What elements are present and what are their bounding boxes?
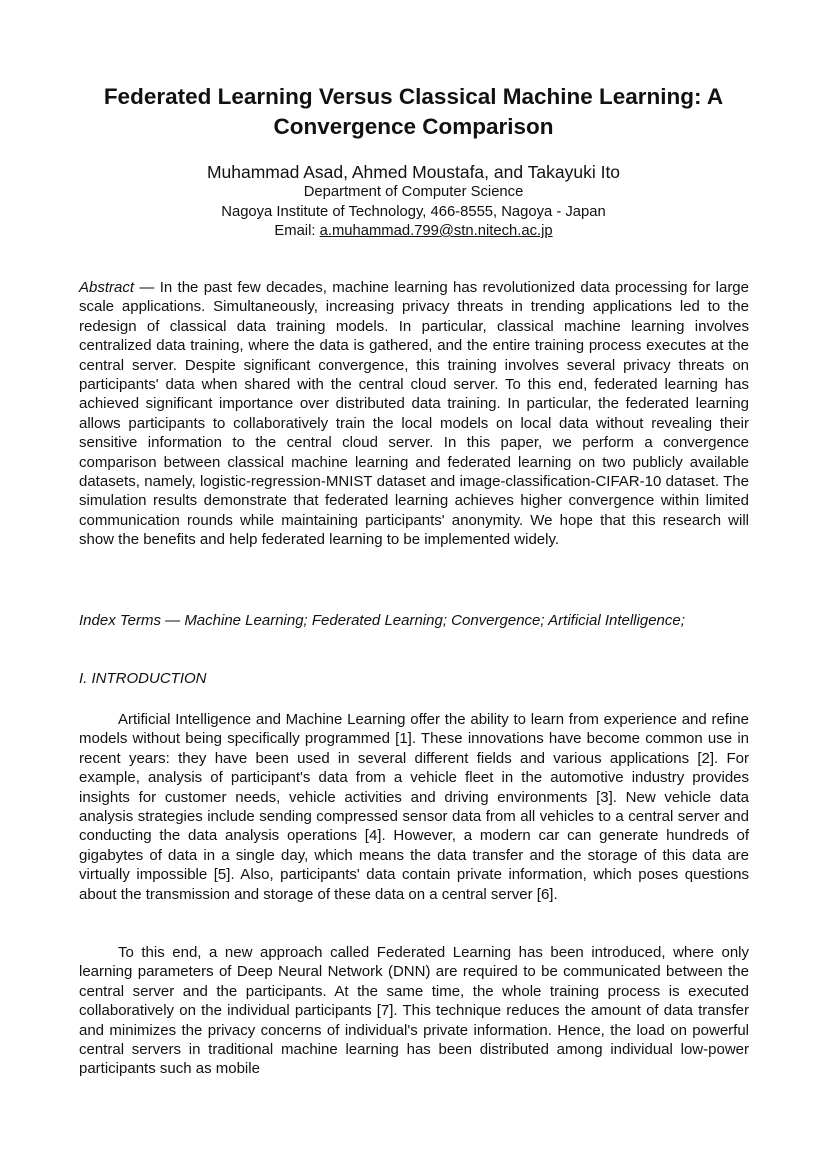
- email-link[interactable]: a.muhammad.799@stn.nitech.ac.jp: [319, 223, 553, 239]
- index-terms: Index Terms — Machine Learning; Federated Learning; Convergence; Artificial Intelligence;: [79, 612, 685, 629]
- intro-paragraph-2: To this end, a new approach called Federated Learning has been introduced, where only learning parameters of Deep Neural Network (DNN) are required to be communicated between the central server and the participants. At the same time, the whole training process is executed collaboratively on the individual participants [7]. This technique reduces the amount of data transfer and minimizes the privacy concerns of individual's private information. Hence, the load on powerful central servers in traditional machine learning has been distributed among individual low-power participants such as mobile: [79, 944, 749, 1078]
- email-label: Email:: [274, 223, 320, 239]
- intro-paragraph-1: Artificial Intelligence and Machine Learning offer the ability to learn from experience and refine models without being specifically programmed [1]. These innovations have become common use in recent years: they have been used in several different fields and various applications [2]. For example, analysis of participant's data from a vehicle fleet in the automotive industry provides insights for customer needs, vehicle activities and driving environments [3]. New vehicle data analysis strategies include sending compressed sensor data from all vehicles to a central server and conducting the data analysis operations [4]. However, a modern car can generate hundreds of gigabytes of data in a single day, which means the data transfer and the storage of this data are virtually impossible [5]. Also, participants' data contain private information, which poses questions about the transmission and storage of these data on a central server [6].: [79, 711, 749, 903]
- section-heading-introduction: I. INTRODUCTION: [79, 670, 207, 687]
- abstract: [79, 278, 749, 550]
- abstract-label: Abstract: [79, 279, 135, 296]
- author-names: Muhammad Asad, Ahmed Moustafa, and Takayuki Ito: [206, 162, 621, 182]
- institution: Nagoya Institute of Technology, 466-8555, Nagoya - Japan: [221, 203, 606, 220]
- author-block: [60, 161, 767, 242]
- email-line: [60, 222, 767, 242]
- abstract-text: — In the past few decades, machine learning has revolutionized data processing for large scale applications. Simultaneously, increasing privacy threats in trending applications led to the redesign of classical data training models. In particular, classical machine learning involves centralized data training, where the data is gathered, and the entire training process executes at the central server. Despite significant convergence, this training involves several privacy threats on participants' data when shared with the central cloud server. To this end, federated learning has achieved significant importance over distributed data training. In particular, the federated learning allows participants to collaboratively train the local models on local data without revealing their sensitive information to the central cloud server. In this paper, we perform a convergence comparison between classical machine learning and federated learning on two publicly available datasets, namely, logistic-regression-MNIST dataset and image-classification-CIFAR-10 dataset. The simulation results demonstrate that federated learning achieves higher convergence within limited communication rounds while maintaining participants' anonymity. We hope that this research will show the benefits and help federated learning to be implemented widely.: [79, 279, 749, 549]
- paper-title: Federated Learning Versus Classical Machine Learning: A Convergence Comparison: [103, 84, 724, 139]
- department: Department of Computer Science: [303, 184, 524, 200]
